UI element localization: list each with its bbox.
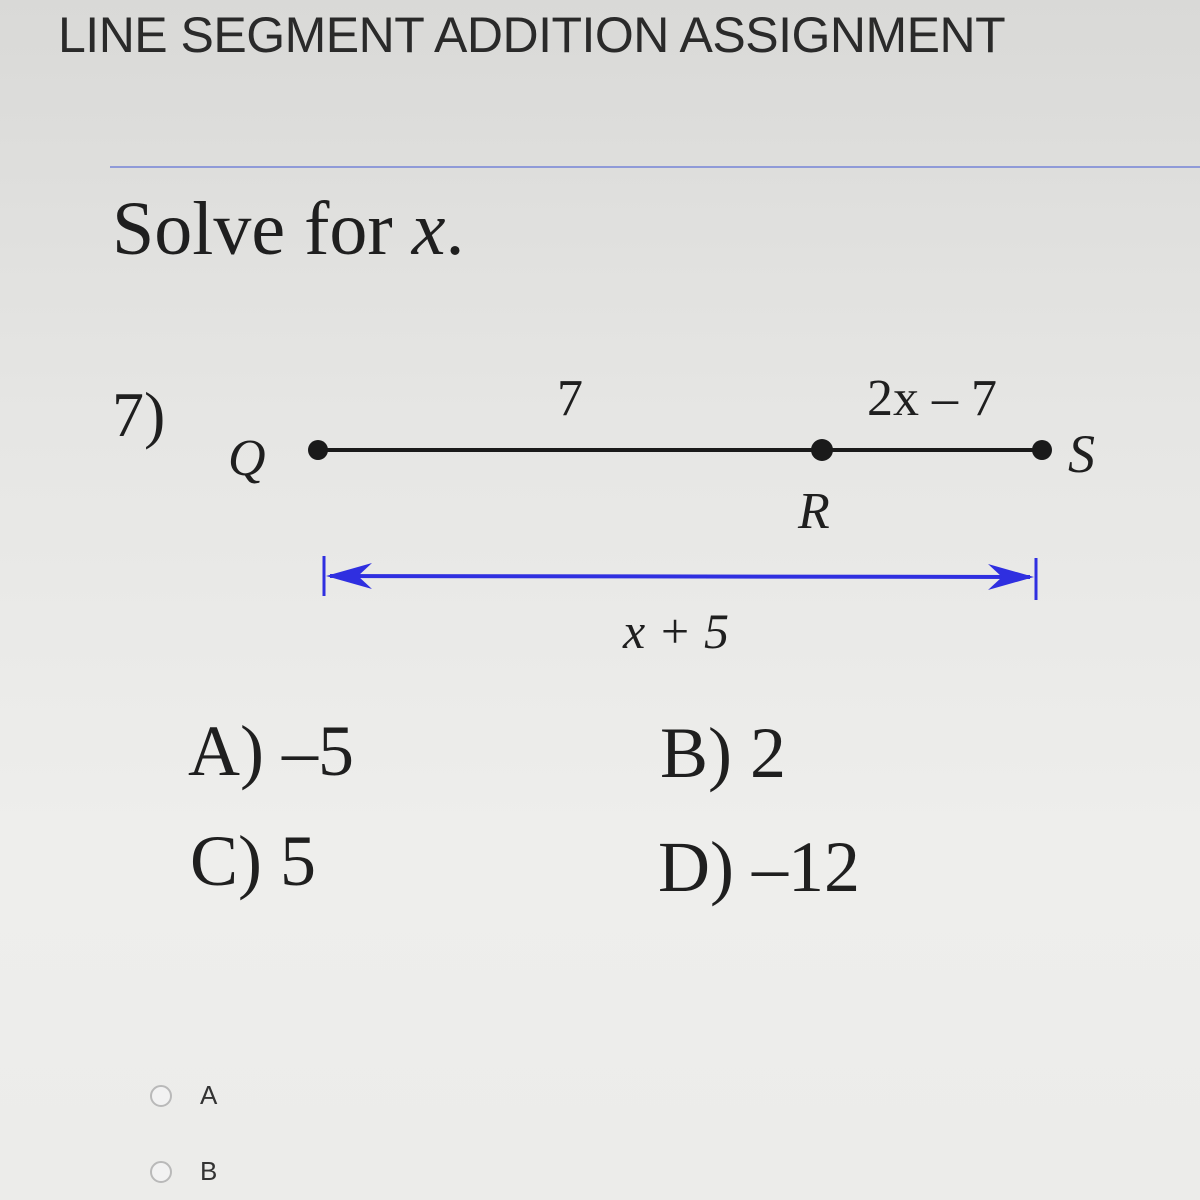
answer-option-a-label[interactable]: A <box>200 1080 218 1110</box>
choice-b: B) 2 <box>660 713 786 793</box>
answer-option-a[interactable] <box>150 1080 217 1111</box>
instruction-suffix: . <box>445 187 465 271</box>
point-r-label: R <box>798 483 830 540</box>
point-s-label: S <box>1068 424 1095 484</box>
total-length-label: x + 5 <box>623 603 729 659</box>
segment-rs-length: 2x – 7 <box>867 370 997 427</box>
answer-option-b[interactable] <box>150 1156 217 1187</box>
choice-a: A) –5 <box>188 711 354 791</box>
page-title: LINE SEGMENT ADDITION ASSIGNMENT <box>58 7 1006 63</box>
instruction-prefix: Solve for <box>112 187 412 271</box>
point-q-dot <box>308 440 328 460</box>
segment-qr-length: 7 <box>557 370 583 427</box>
point-q-label: Q <box>228 430 266 487</box>
point-r-dot <box>811 439 833 461</box>
measure-arrow <box>324 556 1036 600</box>
problem-number: 7) <box>112 379 166 450</box>
radio-a[interactable] <box>150 1085 172 1107</box>
radio-b[interactable] <box>150 1161 172 1183</box>
choice-c: C) 5 <box>190 821 316 901</box>
measure-line <box>330 576 1030 577</box>
answer-option-b-label[interactable]: B <box>200 1156 218 1186</box>
point-s-dot <box>1032 440 1052 460</box>
choice-d: D) –12 <box>658 827 860 907</box>
instruction-variable: x <box>411 187 446 271</box>
